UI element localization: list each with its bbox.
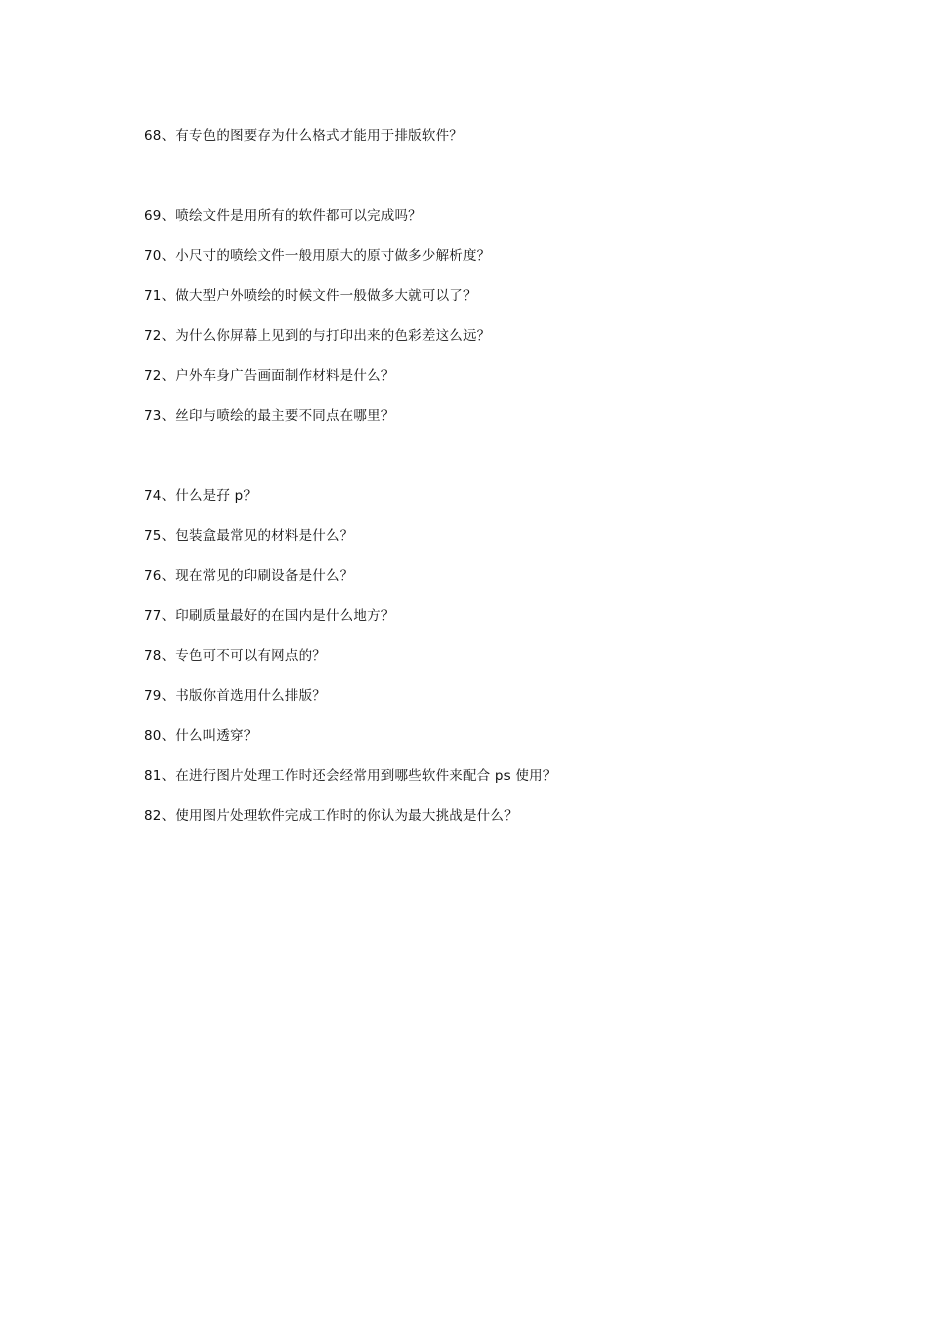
question-79: 79、书版你首选用什么排版？ bbox=[144, 688, 326, 704]
question-82: 82、使用图片处理软件完成工作时的你认为最大挑战是什么？ bbox=[144, 808, 518, 824]
question-72a: 72、为什么你屏幕上见到的与打印出来的色彩差这么远？ bbox=[144, 328, 491, 344]
question-69: 69、喷绘文件是用所有的软件都可以完成吗？ bbox=[144, 208, 422, 224]
question-73: 73、丝印与喷绘的最主要不同点在哪里？ bbox=[144, 408, 395, 424]
question-76: 76、现在常见的印刷设备是什么？ bbox=[144, 568, 354, 584]
question-81: 81、在进行图片处理工作时还会经常用到哪些软件来配合 ps 使用？ bbox=[144, 768, 557, 784]
question-68: 68、有专色的图要存为什么格式才能用于排版软件？ bbox=[144, 128, 463, 144]
question-75: 75、包装盒最常见的材料是什么？ bbox=[144, 528, 354, 544]
question-77: 77、印刷质量最好的在国内是什么地方？ bbox=[144, 608, 395, 624]
question-78: 78、专色可不可以有网点的？ bbox=[144, 648, 326, 664]
question-70: 70、小尺寸的喷绘文件一般用原大的原寸做多少解析度？ bbox=[144, 248, 491, 264]
question-71: 71、做大型户外喷绘的时候文件一般做多大就可以了？ bbox=[144, 288, 477, 304]
question-72b: 72、户外车身广告画面制作材料是什么？ bbox=[144, 368, 395, 384]
question-74: 74、什么是孖 p？ bbox=[144, 488, 258, 504]
question-80: 80、什么叫透穿？ bbox=[144, 728, 258, 744]
